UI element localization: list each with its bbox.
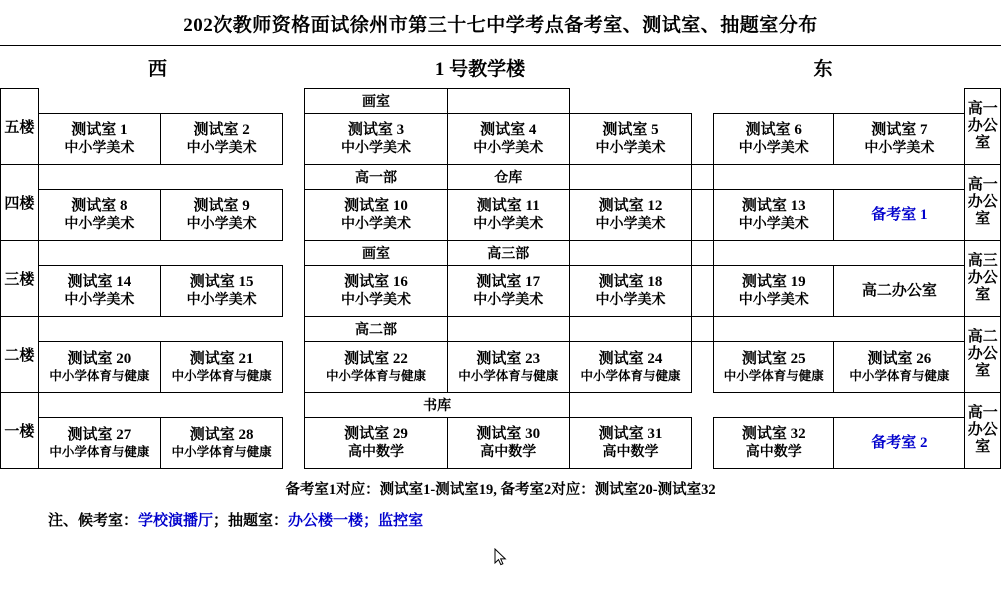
room-name: 测试室 14 bbox=[67, 273, 132, 290]
room-subject: 中小学体育与健康 bbox=[458, 368, 559, 383]
aux-row-floor4 bbox=[1, 165, 1001, 190]
room-subject: 中小学体育与健康 bbox=[849, 368, 950, 383]
room-cell-28[interactable] bbox=[160, 418, 282, 469]
room-cell-7[interactable] bbox=[834, 114, 965, 165]
room-row-floor4 bbox=[1, 190, 1001, 241]
corridor-gap bbox=[283, 114, 305, 165]
corridor-gap bbox=[283, 190, 305, 241]
aux-blank-3a bbox=[38, 241, 305, 266]
note-sep: ； bbox=[363, 513, 379, 529]
room-subject: 中小学体育与健康 bbox=[49, 444, 150, 459]
room-cell-30[interactable] bbox=[447, 418, 569, 469]
aux-row-floor1 bbox=[1, 393, 1001, 418]
corridor-gap bbox=[692, 114, 714, 165]
aux-blank-2b bbox=[714, 317, 965, 342]
room-name: 测试室 22 bbox=[344, 350, 408, 367]
room-name: 测试室 27 bbox=[67, 426, 132, 443]
room-cell-22[interactable] bbox=[305, 342, 447, 393]
room-subject: 中小学美术 bbox=[738, 140, 809, 156]
aux-gap-4 bbox=[569, 165, 691, 190]
prep-room-mapping-note: 备考室1对应：测试室1-测试室19, 备考室2对应：测试室20-测试室32 bbox=[285, 482, 716, 498]
room-subject: 中小学美术 bbox=[64, 292, 135, 308]
room-subject: 中小学体育与健康 bbox=[723, 368, 824, 383]
room-name: 测试室 15 bbox=[189, 273, 254, 290]
note-hall: 学校演播厅 bbox=[138, 513, 214, 529]
aux-row-floor5 bbox=[1, 89, 1001, 114]
aux-gap-2 bbox=[569, 317, 691, 342]
room-name: 测试室 6 bbox=[745, 121, 802, 138]
room-name: 测试室 12 bbox=[598, 197, 663, 214]
note-prefix: 注、候考室： bbox=[48, 513, 139, 529]
aux-blank-5c bbox=[714, 89, 965, 114]
mouse-cursor-icon bbox=[494, 548, 507, 566]
room-name: 测试室 32 bbox=[741, 425, 806, 442]
direction-west: 西 bbox=[147, 58, 167, 80]
corridor-gap bbox=[692, 418, 714, 469]
room-cell-23[interactable] bbox=[447, 342, 569, 393]
corridor-gap bbox=[283, 418, 305, 469]
room-subject: 中小学体育与健康 bbox=[49, 368, 150, 383]
room-cell-13[interactable] bbox=[714, 190, 834, 241]
room-cell-9[interactable] bbox=[160, 190, 282, 241]
aux-blank-2a bbox=[38, 317, 305, 342]
room-cell-prep-1[interactable] bbox=[834, 190, 965, 241]
room-name: 测试室 1 bbox=[71, 121, 128, 138]
room-cell-32[interactable] bbox=[714, 418, 834, 469]
aux-room-3-gaosanbu: 高三部 bbox=[447, 241, 569, 266]
room-cell-3[interactable] bbox=[305, 114, 447, 165]
corridor-gap bbox=[283, 342, 305, 393]
aux-row-floor2 bbox=[1, 317, 1001, 342]
aux-room-3-empty bbox=[692, 241, 714, 266]
room-cell-20[interactable] bbox=[38, 342, 160, 393]
room-cell-12[interactable] bbox=[569, 190, 691, 241]
room-name: 测试室 18 bbox=[598, 273, 663, 290]
room-subject: 中小学美术 bbox=[864, 140, 935, 156]
room-subject: 中小学体育与健康 bbox=[580, 368, 681, 383]
room-cell-17[interactable] bbox=[447, 266, 569, 317]
bottom-note bbox=[0, 499, 1001, 530]
aux-row-floor3 bbox=[1, 241, 1001, 266]
floor-label-1: 一楼 bbox=[1, 393, 39, 469]
room-name: 测试室 3 bbox=[347, 121, 405, 138]
room-cell-2[interactable] bbox=[160, 114, 282, 165]
aux-blank-4a bbox=[38, 165, 305, 190]
room-name: 测试室 7 bbox=[871, 121, 928, 138]
side-office-2: 高二办公室 bbox=[965, 317, 1001, 393]
room-name: 测试室 24 bbox=[598, 350, 663, 367]
corridor-gap bbox=[692, 342, 714, 393]
room-cell-4[interactable] bbox=[447, 114, 569, 165]
side-office-1: 高一办公室 bbox=[965, 393, 1001, 469]
aux-gap-3 bbox=[569, 241, 691, 266]
room-name: 测试室 21 bbox=[189, 350, 254, 367]
room-subject: 高中数学 bbox=[348, 444, 405, 460]
side-office-3: 高三办公室 bbox=[965, 241, 1001, 317]
room-row-floor2 bbox=[1, 342, 1001, 393]
note-mid: ；抽题室： bbox=[213, 513, 289, 529]
room-subject: 中小学美术 bbox=[341, 216, 412, 232]
aux-room-5-painting: 画室 bbox=[305, 89, 447, 114]
room-cell-27[interactable] bbox=[38, 418, 160, 469]
room-name: 测试室 31 bbox=[598, 425, 663, 442]
room-cell-11[interactable] bbox=[447, 190, 569, 241]
floor-label-2: 二楼 bbox=[1, 317, 39, 393]
room-subject: 中小学美术 bbox=[186, 292, 257, 308]
room-cell-19[interactable] bbox=[714, 266, 834, 317]
corridor-gap bbox=[283, 266, 305, 317]
room-cell-office-gaoer[interactable] bbox=[834, 266, 965, 317]
room-name: 测试室 9 bbox=[193, 197, 250, 214]
room-cell-prep-2[interactable] bbox=[834, 418, 965, 469]
room-subject: 中小学美术 bbox=[738, 216, 809, 232]
room-name: 测试室 20 bbox=[67, 350, 132, 367]
side-office-5: 高一办公室 bbox=[965, 89, 1001, 165]
room-name: 测试室 23 bbox=[476, 350, 541, 367]
room-name: 测试室 30 bbox=[476, 425, 541, 442]
floor-label-4: 四楼 bbox=[1, 165, 39, 241]
aux-room-4-empty bbox=[692, 165, 714, 190]
room-subject: 高中数学 bbox=[602, 444, 659, 460]
room-cell-10[interactable] bbox=[305, 190, 447, 241]
room-name: 测试室 28 bbox=[189, 426, 254, 443]
room-name: 测试室 13 bbox=[741, 197, 806, 214]
room-cell-25[interactable] bbox=[714, 342, 834, 393]
room-cell-6[interactable] bbox=[714, 114, 834, 165]
aux-blank-5a bbox=[38, 89, 305, 114]
room-cell-29[interactable] bbox=[305, 418, 447, 469]
room-name: 测试室 17 bbox=[476, 273, 541, 290]
room-subject: 中小学美术 bbox=[186, 216, 257, 232]
aux-blank-5b bbox=[569, 89, 713, 114]
note-room: 监控室 bbox=[378, 513, 424, 529]
room-name: 测试室 19 bbox=[741, 273, 806, 290]
aux-room-2-gaoerbu: 高二部 bbox=[305, 317, 447, 342]
room-cell-31[interactable] bbox=[569, 418, 691, 469]
room-subject: 中小学美术 bbox=[64, 140, 135, 156]
room-subject: 中小学美术 bbox=[473, 292, 544, 308]
room-subject: 高中数学 bbox=[480, 444, 537, 460]
room-row-floor5 bbox=[1, 114, 1001, 165]
room-cell-5[interactable] bbox=[569, 114, 691, 165]
aux-blank-3b bbox=[714, 241, 965, 266]
room-subject: 中小学体育与健康 bbox=[171, 444, 272, 459]
page-title: 202次教师资格面试徐州市第三十七中学考点备考室、测试室、抽题室分布 bbox=[183, 15, 818, 36]
floor-label-3: 三楼 bbox=[1, 241, 39, 317]
room-subject: 中小学美术 bbox=[341, 292, 412, 308]
room-name: 测试室 29 bbox=[344, 425, 408, 442]
aux-room-4-gaoyibu: 高一部 bbox=[305, 165, 447, 190]
room-subject: 中小学美术 bbox=[473, 216, 544, 232]
floor-plan-table bbox=[0, 88, 1001, 469]
direction-row bbox=[0, 46, 1001, 88]
room-cell-18[interactable] bbox=[569, 266, 691, 317]
room-subject: 中小学美术 bbox=[186, 140, 257, 156]
room-cell-16[interactable] bbox=[305, 266, 447, 317]
room-row-floor3 bbox=[1, 266, 1001, 317]
building-label: 1 号教学楼 bbox=[434, 58, 526, 80]
room-row-floor1 bbox=[1, 418, 1001, 469]
room-subject: 中小学体育与健康 bbox=[171, 368, 272, 383]
room-cell-14[interactable] bbox=[38, 266, 160, 317]
room-cell-21[interactable] bbox=[160, 342, 282, 393]
aux-room-2-empty1 bbox=[447, 317, 569, 342]
aux-blank-1b bbox=[569, 393, 713, 418]
room-subject: 中小学美术 bbox=[595, 216, 666, 232]
room-subject: 中小学美术 bbox=[341, 140, 412, 156]
room-name: 测试室 2 bbox=[193, 121, 250, 138]
room-subject: 高中数学 bbox=[745, 444, 802, 460]
corridor-gap bbox=[692, 190, 714, 241]
room-subject: 中小学美术 bbox=[738, 292, 809, 308]
room-cell-24[interactable] bbox=[569, 342, 691, 393]
floor-label-5: 五楼 bbox=[1, 89, 39, 165]
side-office-4: 高一办公室 bbox=[965, 165, 1001, 241]
room-name: 高二办公室 bbox=[861, 282, 937, 299]
note-place: 办公楼一楼 bbox=[288, 513, 364, 529]
aux-room-2-empty2 bbox=[692, 317, 714, 342]
room-name: 测试室 11 bbox=[476, 197, 540, 214]
room-subject: 中小学体育与健康 bbox=[326, 368, 427, 383]
aux-room-1-library: 书库 bbox=[305, 393, 569, 418]
aux-blank-1a bbox=[38, 393, 305, 418]
room-name: 测试室 5 bbox=[602, 121, 659, 138]
aux-blank-4b bbox=[714, 165, 965, 190]
aux-blank-1c bbox=[714, 393, 965, 418]
room-cell-15[interactable] bbox=[160, 266, 282, 317]
room-name: 备考室 2 bbox=[871, 434, 928, 451]
aux-room-3-painting: 画室 bbox=[305, 241, 447, 266]
room-name: 测试室 10 bbox=[344, 197, 408, 214]
room-subject: 中小学美术 bbox=[473, 140, 544, 156]
room-subject: 中小学美术 bbox=[595, 140, 666, 156]
aux-room-4-storage: 仓库 bbox=[447, 165, 569, 190]
room-cell-26[interactable] bbox=[834, 342, 965, 393]
room-subject: 中小学美术 bbox=[64, 216, 135, 232]
room-name: 测试室 26 bbox=[867, 350, 932, 367]
room-name: 测试室 25 bbox=[741, 350, 806, 367]
room-cell-1[interactable] bbox=[38, 114, 160, 165]
room-name: 测试室 8 bbox=[71, 197, 128, 214]
room-subject: 中小学美术 bbox=[595, 292, 666, 308]
aux-room-5-empty1 bbox=[447, 89, 569, 114]
direction-east: 东 bbox=[813, 58, 833, 80]
room-name: 测试室 4 bbox=[480, 121, 537, 138]
room-name: 备考室 1 bbox=[871, 206, 928, 223]
room-name: 测试室 16 bbox=[344, 273, 408, 290]
corridor-gap bbox=[692, 266, 714, 317]
room-cell-8[interactable] bbox=[38, 190, 160, 241]
